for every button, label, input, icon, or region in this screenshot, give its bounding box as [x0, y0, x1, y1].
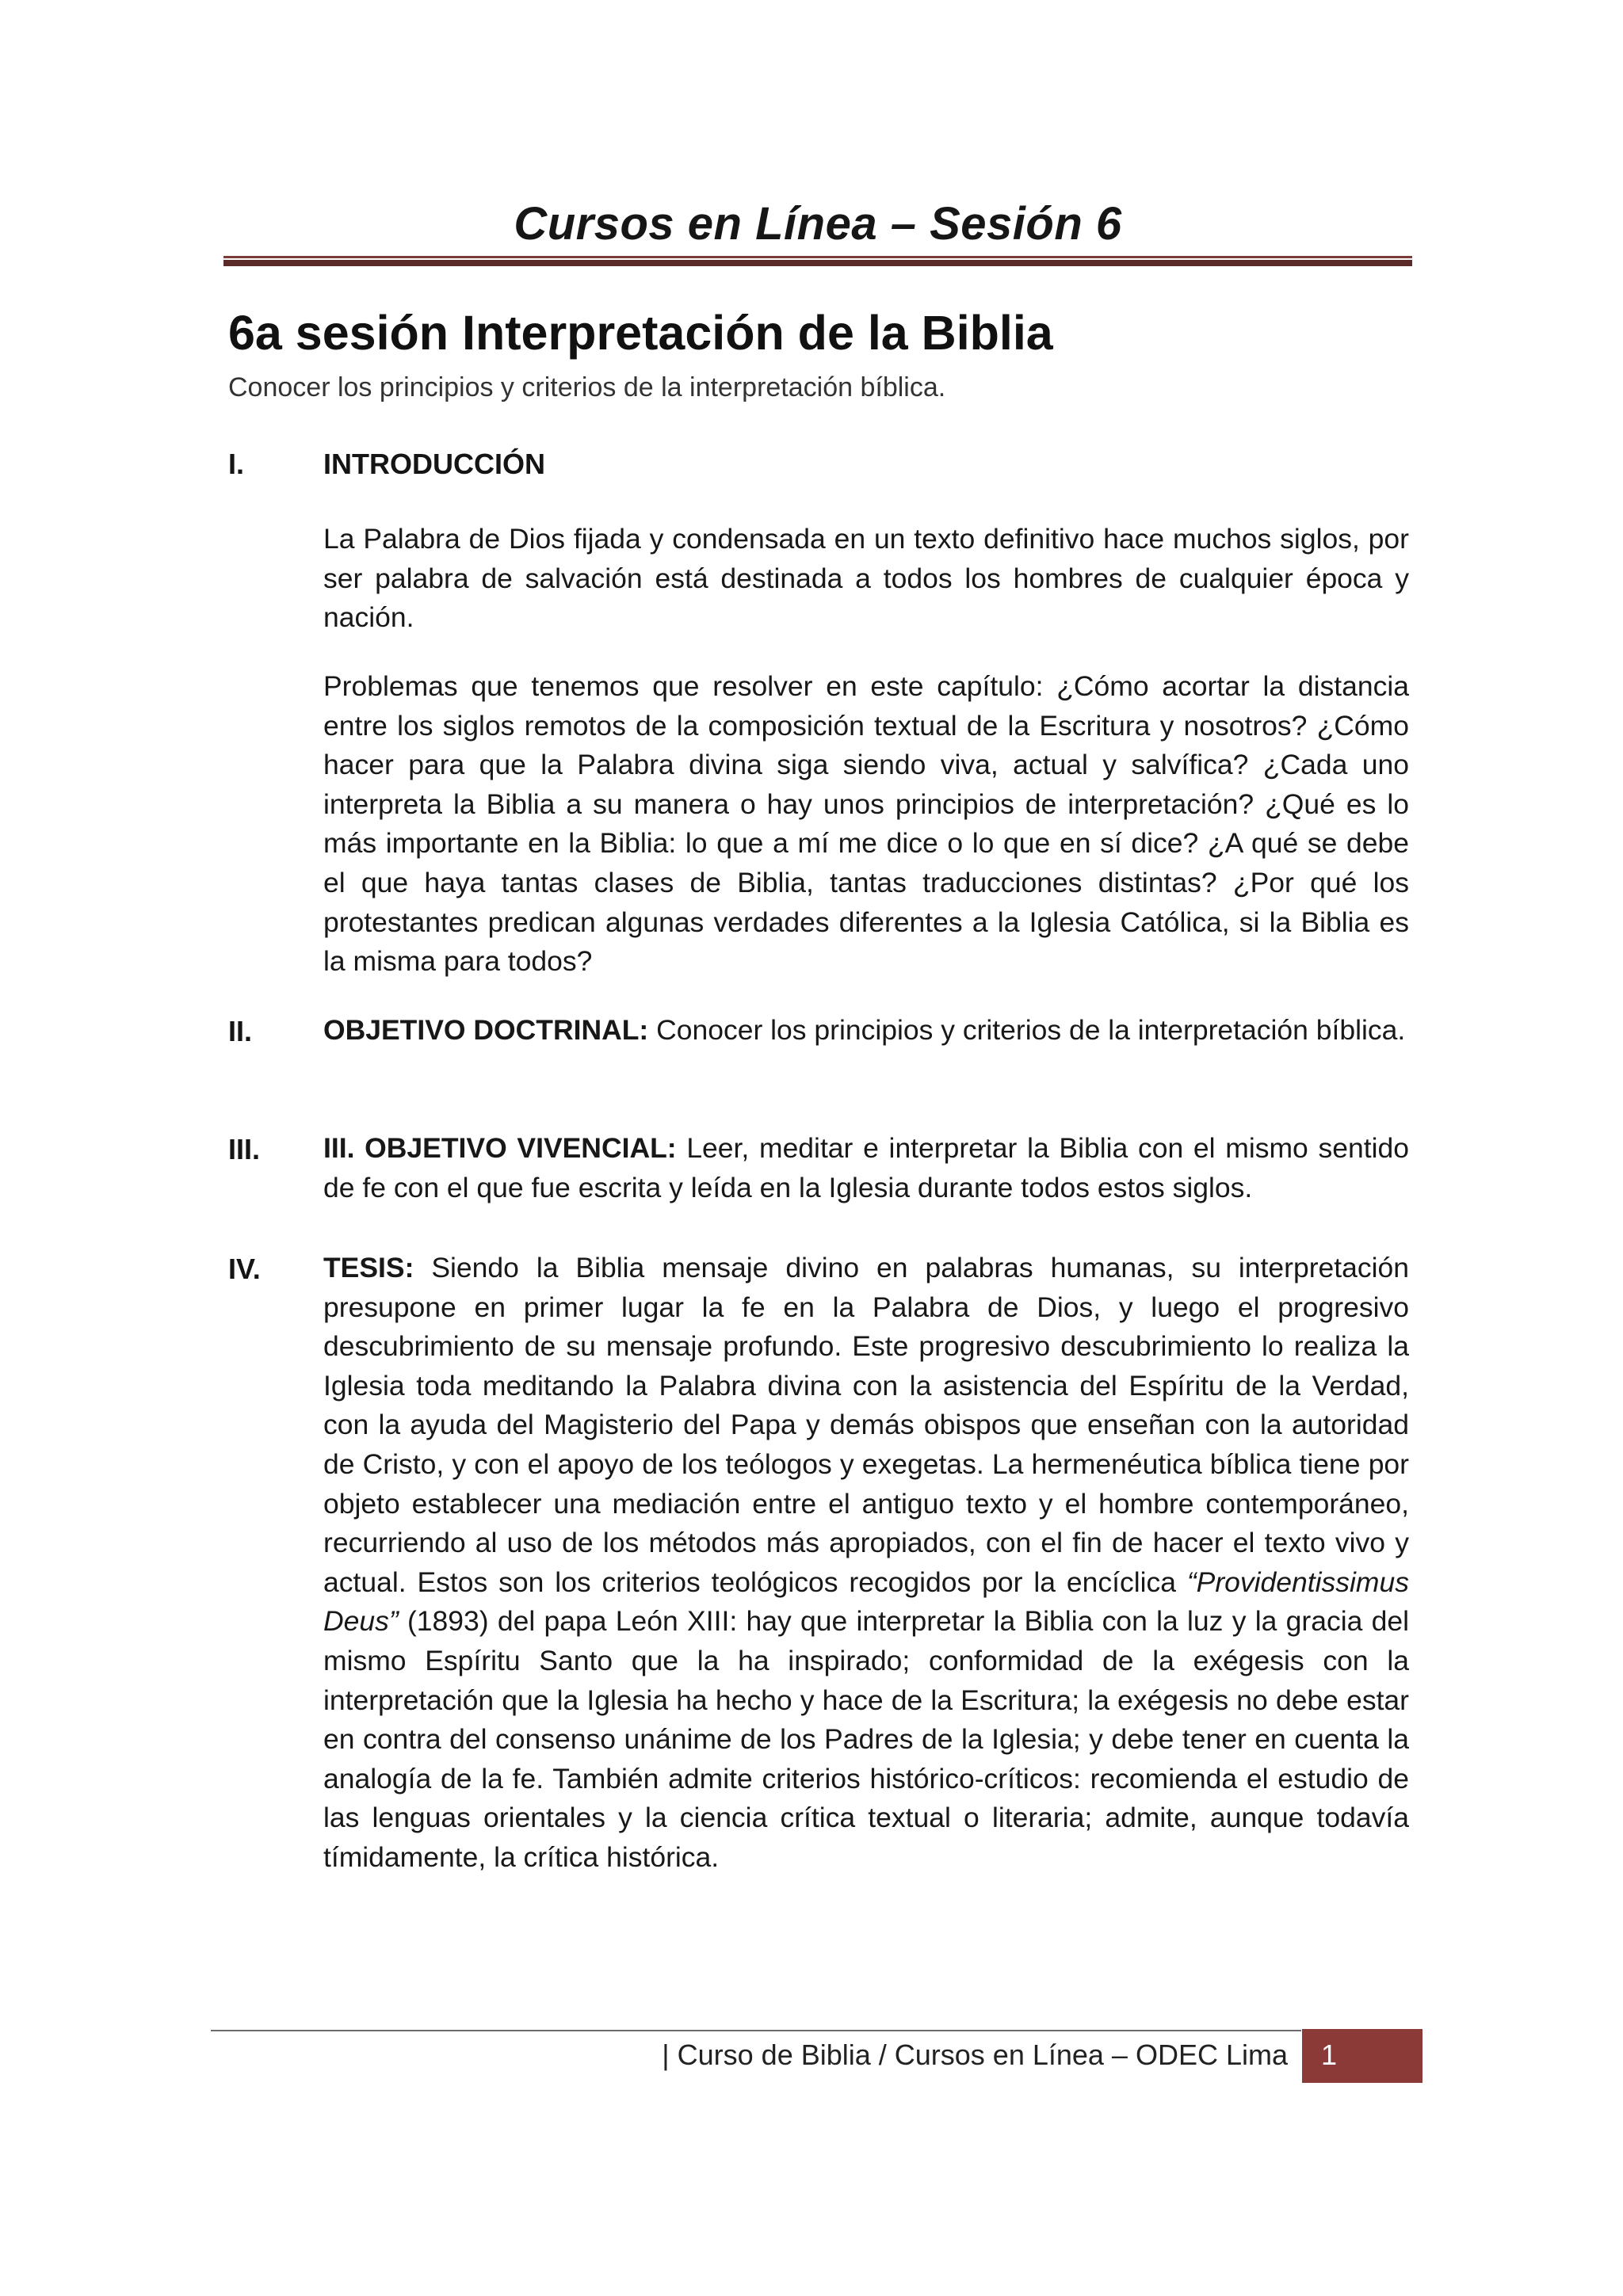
footer-rule	[211, 2030, 1301, 2031]
page-number: 1	[1321, 2039, 1338, 2071]
section-3-text: Leer, meditar e interpretar la Biblia con el mismo sentido de fe con el que fue escrita y leída en la Iglesia durante todos estos siglos.	[323, 1132, 1409, 1203]
section-2-number: II.	[228, 1015, 253, 1047]
section-1-paragraph-2: Problemas que tenemos que resolver en este capítulo: ¿Cómo acortar la distancia entre los siglos remotos de la composición textual de la Escritura y nosotros? ¿Cómo hacer para que la Palabra divina siga siendo viva, actual y salvífica? ¿Cada uno interpreta la Biblia a su manera o hay unos principios de interpretación? ¿Qué es lo más importante en la Biblia: lo que a mí me dice o lo que en sí dice? ¿A qué se debe el que haya tantas clases de Biblia, tantas traducciones distintas? ¿Por qué los protestantes predican algunas verdades diferentes a la Iglesia Católica, si la Biblia es la misma para todos?	[323, 670, 1409, 978]
section-4-text-before: Siendo la Biblia mensaje divino en palabras humanas, su interpretación presupone en primer lugar la fe en la Palabra de Dios, y luego el progresivo descubrimiento de su mensaje profundo. Este progresivo descubrimiento lo realiza la Iglesia toda meditando la Palabra divina con la asistencia del Espíritu de la Verdad, con la ayuda del Magisterio del Papa y demás obispos que enseñan con la autoridad de Cristo, y con el apoyo de los teólogos y exegetas. La hermenéutica bíblica tiene por objeto establecer una mediación entre el antiguo texto y el hombre contemporáneo, recurriendo al uso de los métodos más apropiados, con el fin de hacer el texto vivo y actual. Estos son los criterios teológicos recogidos por la encíclica	[323, 1252, 1409, 1598]
section-2-text: Conocer los principios y criterios de la interpretación bíblica.	[648, 1014, 1406, 1046]
section-4-text-after: (1893) del papa León XIII: hay que interpretar la Biblia con la luz y la gracia del mismo Espíritu Santo que la ha inspirado; conformidad de la exégesis con la interpretación que la Iglesia ha hecho y hace de la Escritura; la exégesis no debe estar en contra del consenso unánime de los Padres de la Iglesia; y debe tener en cuenta la analogía de la fe. También admite criterios histórico-críticos: recomienda el estudio de las lenguas orientales y la ciencia crítica textual o literaria; admite, aunque todavía tímidamente, la crítica histórica.	[323, 1605, 1409, 1873]
page-number-box	[1302, 2029, 1423, 2083]
section-3-label: III. OBJETIVO VIVENCIAL:	[323, 1132, 677, 1164]
header-rule-thick	[223, 260, 1412, 266]
header-title: Cursos en Línea – Sesión 6	[514, 198, 1122, 250]
section-2-label: OBJETIVO DOCTRINAL:	[323, 1014, 649, 1046]
section-4-italic-title: “Providentissimus Deus”	[323, 1566, 1409, 1638]
document-title: 6a sesión Interpretación de la Biblia	[228, 306, 1053, 360]
section-4-paragraph	[323, 1249, 1409, 1878]
section-3-paragraph	[323, 1129, 1409, 1207]
page-header	[223, 186, 1412, 265]
section-1-paragraph-1: La Palabra de Dios fijada y condensada en un texto definitivo hace muchos siglos, por ser palabra de salvación está destinada a todos los hombres de cualquier época y nación.	[323, 523, 1409, 634]
document-subtitle: Conocer los principios y criterios de la interpretación bíblica.	[228, 372, 946, 402]
section-1-number: I.	[228, 448, 245, 480]
section-1-heading: INTRODUCCIÓN	[323, 448, 545, 480]
header-rule-thin	[223, 256, 1412, 258]
section-3-number: III.	[228, 1133, 261, 1165]
section-4-label: TESIS:	[323, 1252, 414, 1283]
section-2-paragraph	[323, 1011, 1409, 1051]
section-4-number: IV.	[228, 1253, 261, 1285]
footer-text: | Curso de Biblia / Cursos en Línea – ODEC Lima	[662, 2039, 1288, 2071]
